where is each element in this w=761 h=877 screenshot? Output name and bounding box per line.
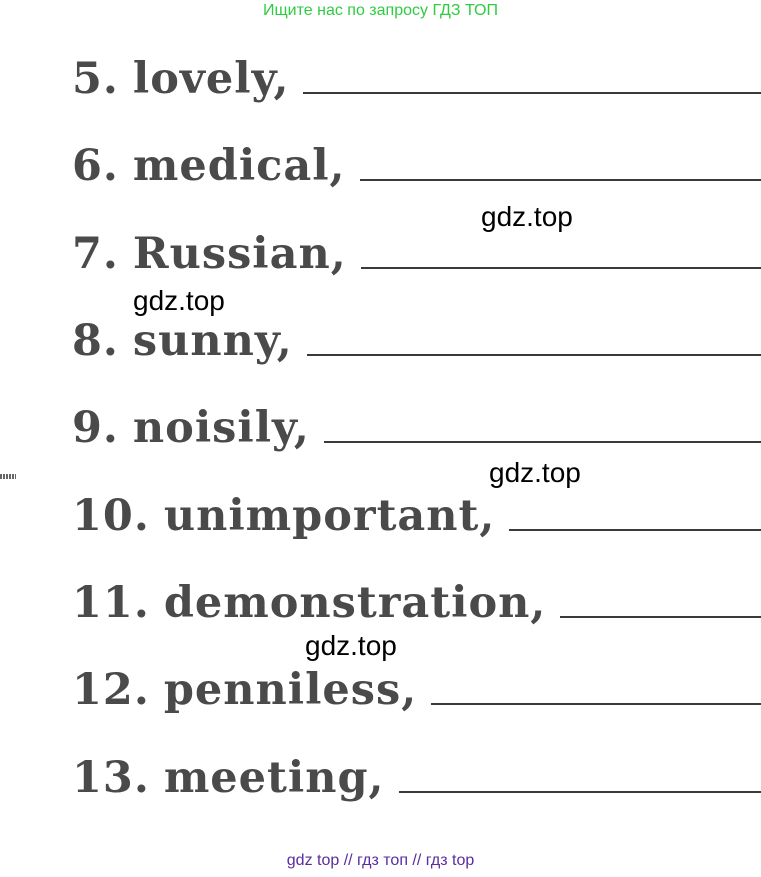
item-word: penniless, [163,665,418,715]
answer-blank[interactable] [399,791,761,793]
watermark: gdz.top [305,630,397,661]
item-number: 7. [72,229,119,279]
exercise-item-10 [72,481,761,541]
exercise-item-12 [72,655,761,715]
exercise-item-9 [72,393,761,453]
exercise-item-6 [72,131,761,191]
item-number: 10. [72,491,150,541]
answer-blank[interactable] [307,354,761,356]
item-number: 8. [72,316,119,366]
item-number: 9. [72,403,119,453]
item-number: 5. [72,54,119,104]
item-word: noisily, [132,403,310,453]
watermark: gdz.top [489,457,581,488]
watermark: gdz.top [133,285,225,316]
answer-blank[interactable] [509,529,761,531]
item-number: 12. [72,665,150,715]
footer-banner[interactable]: gdz top // гдз топ // гдз top [286,852,475,869]
answer-blank[interactable] [361,267,761,269]
item-word: meeting, [163,753,385,803]
answer-blank[interactable] [360,179,761,181]
item-word: medical, [132,141,346,191]
answer-blank[interactable] [431,703,761,705]
item-number: 13. [72,753,150,803]
item-word: demonstration, [163,578,547,628]
exercise-item-11 [72,568,761,628]
header-banner[interactable]: Ищите нас по запросу ГДЗ ТОП [263,2,498,19]
margin-mark [0,474,16,479]
item-word: sunny, [132,316,293,366]
item-number: 6. [72,141,119,191]
watermark: gdz.top [481,201,573,232]
exercise-item-7 [72,219,761,279]
answer-blank[interactable] [560,616,761,618]
answer-blank[interactable] [303,92,761,94]
item-word: Russian, [132,229,347,279]
item-number: 11. [72,578,150,628]
exercise-item-13 [72,743,761,803]
exercise-item-5 [72,44,761,104]
answer-blank[interactable] [324,441,761,443]
item-word: lovely, [132,54,290,104]
item-word: unimportant, [163,491,496,541]
